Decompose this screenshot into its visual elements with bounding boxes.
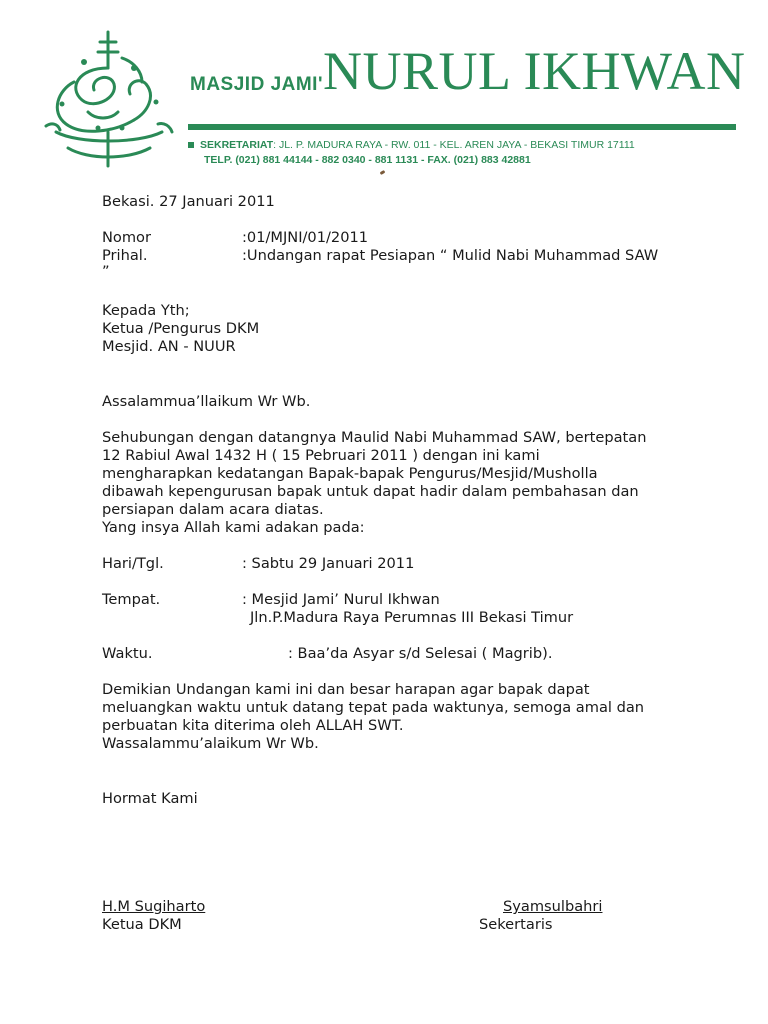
letterhead bbox=[0, 0, 768, 180]
address-text: : JL. P. MADURA RAYA - RW. 011 - KEL. AREN JAYA - BEKASI TIMUR 17111 bbox=[273, 139, 635, 151]
recipient-line: Ketua /Pengurus DKM bbox=[102, 320, 260, 337]
regards: Hormat Kami bbox=[102, 790, 198, 807]
nomor-label: Nomor bbox=[102, 229, 151, 246]
prihal-label: Prihal. bbox=[102, 247, 148, 264]
letterhead-title: NURUL IKHWAN bbox=[323, 41, 746, 101]
calligraphy-logo-icon bbox=[38, 28, 178, 170]
waktu-value: : Baa’da Asyar s/d Selesai ( Magrib). bbox=[288, 645, 553, 662]
nomor-value: :01/MJNI/01/2011 bbox=[242, 229, 369, 246]
phone-text: TELP. (021) 881 44144 - 882 0340 - 881 1131 - FAX. (021) 883 42881 bbox=[204, 154, 531, 166]
hari-value: : Sabtu 29 Januari 2011 bbox=[242, 555, 415, 572]
closing-line: Demikian Undangan kami ini dan besar harapan agar bapak dapat bbox=[102, 681, 590, 698]
prihal-value: :Undangan rapat Pesiapan “ Mulid Nabi Muhammad SAW bbox=[242, 247, 659, 264]
ink-speck bbox=[380, 170, 386, 175]
letterhead-phone bbox=[204, 154, 531, 166]
recipient-line: Kepada Yth; bbox=[102, 302, 190, 319]
closing-line: perbuatan kita diterima oleh ALLAH SWT. bbox=[102, 717, 404, 734]
recipient-line: Mesjid. AN - NUUR bbox=[102, 338, 236, 355]
prihal-continuation: ” bbox=[102, 263, 110, 280]
body-line: Sehubungan dengan datangnya Maulid Nabi Muhammad SAW, bertepatan bbox=[102, 429, 647, 446]
waktu-label: Waktu. bbox=[102, 645, 153, 662]
signer1-title: Ketua DKM bbox=[102, 916, 182, 933]
square-bullet-icon bbox=[188, 142, 194, 148]
hari-label: Hari/Tgl. bbox=[102, 555, 164, 572]
body-line: Yang insya Allah kami adakan pada: bbox=[102, 519, 365, 536]
letterhead-rule bbox=[188, 124, 736, 130]
body-line: persiapan dalam acara diatas. bbox=[102, 501, 324, 518]
address-label: SEKRETARIAT bbox=[200, 139, 274, 151]
signer2-name: Syamsulbahri bbox=[503, 898, 603, 915]
closing-line: meluangkan waktu untuk datang tepat pada waktunya, semoga amal dan bbox=[102, 699, 645, 716]
body-line: dibawah kepengurusan bapak untuk dapat hadir dalam pembahasan dan bbox=[102, 483, 639, 500]
greeting: Assalammua’llaikum Wr Wb. bbox=[102, 393, 311, 410]
tempat-label: Tempat. bbox=[102, 591, 161, 608]
body-line: mengharapkan kedatangan Bapak-bapak Pengurus/Mesjid/Musholla bbox=[102, 465, 598, 482]
signer1-name: H.M Sugiharto bbox=[102, 898, 206, 915]
letterhead-subtitle: MASJID JAMI' bbox=[190, 74, 323, 95]
signer2-title: Sekertaris bbox=[479, 916, 553, 933]
body-line: 12 Rabiul Awal 1432 H ( 15 Pebruari 2011 ) dengan ini kami bbox=[102, 447, 540, 464]
tempat-address: Jln.P.Madura Raya Perumnas III Bekasi Timur bbox=[250, 609, 574, 626]
closing-line: Wassalammu’alaikum Wr Wb. bbox=[102, 735, 319, 752]
place-date: Bekasi. 27 Januari 2011 bbox=[102, 193, 275, 210]
letterhead-address bbox=[188, 139, 635, 151]
tempat-value: : Mesjid Jami’ Nurul Ikhwan bbox=[242, 591, 440, 608]
